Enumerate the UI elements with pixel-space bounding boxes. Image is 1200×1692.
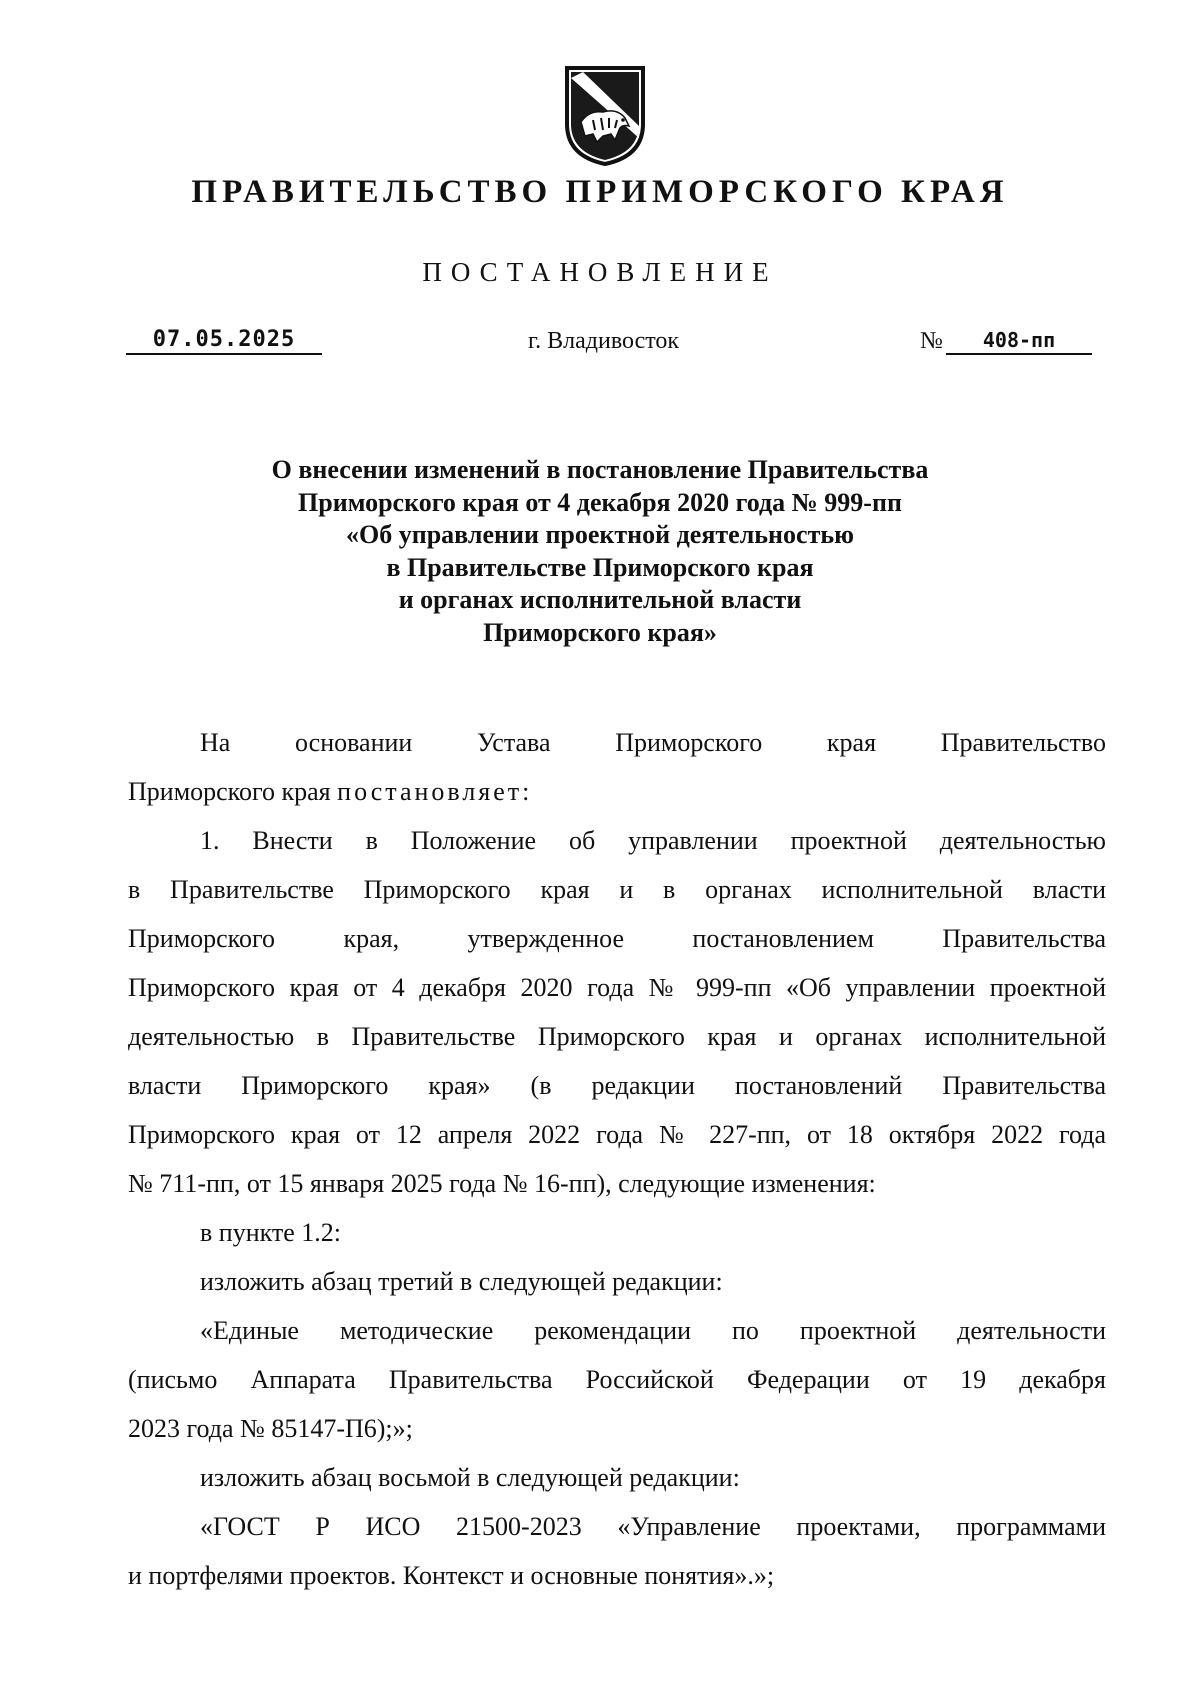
title-line: и органах исполнительной власти [398, 585, 802, 614]
title-line: «Об управлении проектной деятельностью [346, 520, 854, 549]
document-city: г. Владивосток [528, 328, 680, 354]
coat-of-arms-icon [563, 64, 647, 168]
body-text-spaced: постановляет: [337, 777, 533, 806]
body-line: в Правительстве Приморского края и в органах исполнительной власти [128, 875, 1106, 904]
document-date: 07.05.2025 [126, 327, 322, 355]
document-type: ПОСТАНОВЛЕНИЕ [422, 257, 778, 287]
number-label: № [920, 328, 943, 354]
document-body [128, 718, 1106, 1600]
body-line: изложить абзац восьмой в следующей редакции: [200, 1463, 740, 1492]
body-line: 2023 года № 85147-П6);»; [128, 1414, 413, 1443]
document-number: 408-пп [946, 327, 1092, 355]
document-title [0, 454, 1200, 649]
body-line: На основании Устава Приморского края Правительство [200, 728, 1106, 757]
title-line: О внесении изменений в постановление Правительства [271, 455, 929, 484]
organization-name: ПРАВИТЕЛЬСТВО ПРИМОРСКОГО КРАЯ [191, 174, 1009, 210]
body-line: № 711-пп, от 15 января 2025 года № 16-пп), следующие изменения: [128, 1169, 876, 1198]
title-line: Приморского края» [483, 617, 717, 647]
body-line: и портфелями проектов. Контекст и основные понятия».»; [128, 1561, 775, 1590]
body-line: изложить абзац третий в следующей редакции: [200, 1267, 723, 1296]
body-line: Приморского края, утвержденное постановлением Правительства [128, 924, 1106, 953]
body-line: Приморского края от 12 апреля 2022 года № 227-пп, от 18 октября 2022 года [128, 1120, 1106, 1149]
title-line: Приморского края от 4 декабря 2020 года № 999-пп [298, 487, 902, 517]
body-line: 1. Внести в Положение об управлении проектной деятельностью [200, 826, 1106, 855]
body-line: Приморского края от 4 декабря 2020 года № 999-пп «Об управлении проектной [128, 973, 1106, 1002]
body-text: Приморского края [128, 777, 331, 806]
body-line: власти Приморского края» (в редакции постановлений Правительства [128, 1071, 1106, 1100]
body-line: деятельностью в Правительстве Приморского края и органах исполнительной [128, 1022, 1106, 1051]
body-line: «Единые методические рекомендации по проектной деятельности [200, 1316, 1106, 1345]
body-line: (письмо Аппарата Правительства Российской Федерации от 19 декабря [128, 1365, 1106, 1394]
title-line: в Правительстве Приморского края [386, 552, 814, 582]
body-line: «ГОСТ Р ИСО 21500-2023 «Управление проектами, программами [200, 1512, 1106, 1541]
body-line: в пункте 1.2: [200, 1218, 342, 1247]
body-line [128, 767, 1106, 816]
